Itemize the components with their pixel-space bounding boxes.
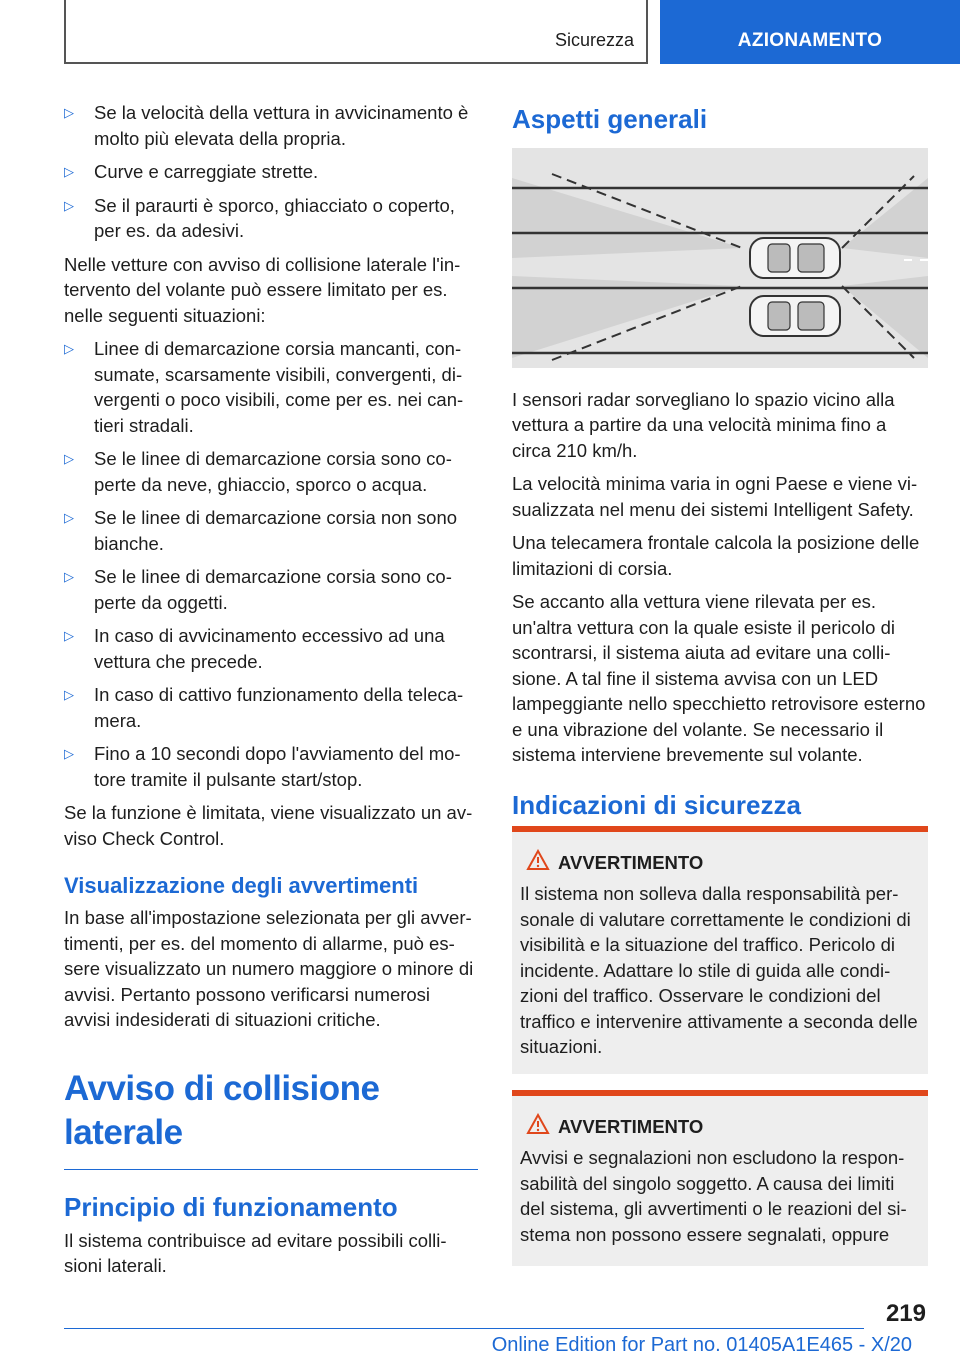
bullet-list-b bbox=[64, 336, 478, 792]
section-heading: Indicazioni di sicurezza bbox=[512, 789, 801, 820]
triangle-bullet-icon: ▷ bbox=[64, 341, 74, 356]
paragraph: In base all'impostazione selezionata per gli avvertimenti, per es. del momento di allarme, può essere visualizzato un numero maggiore o minore di avvisi. Pertanto possono verificarsi numerosi avvisi indesiderati di situazioni critiche. bbox=[64, 907, 474, 1030]
list-item: ▷ Fino a 10 secondi dopo l'avviamento del motore tramite il pulsante start/stop. bbox=[64, 743, 461, 790]
triangle-bullet-icon: ▷ bbox=[64, 687, 74, 702]
triangle-bullet-icon: ▷ bbox=[64, 628, 74, 643]
adjacent-car bbox=[750, 296, 840, 336]
footer-edition: Online Edition for Part no. 01405A1E465 - X/20 bbox=[491, 1334, 912, 1356]
triangle-bullet-icon: ▷ bbox=[64, 451, 74, 466]
warning-header bbox=[520, 850, 920, 876]
list-item: ▷ Se il paraurti è sporco, ghiacciato o coperto, per es. da adesivi. bbox=[64, 194, 455, 241]
warning-box bbox=[512, 1090, 928, 1266]
left-column bbox=[64, 100, 478, 1287]
header-chapter-tab[interactable] bbox=[660, 0, 960, 64]
paragraph: Se la funzione è limitata, viene visualizzato un avviso Check Control. bbox=[64, 802, 473, 849]
list-item: ▷ In caso di cattivo funzionamento della telecamera. bbox=[64, 684, 464, 731]
list-item: ▷ Se le linee di demarcazione corsia non sono bianche. bbox=[64, 507, 458, 554]
list-item: ▷ Se le linee di demarcazione corsia sono coperte da oggetti. bbox=[64, 566, 452, 613]
page-number: 219 bbox=[885, 1300, 926, 1327]
section-heading: Aspetti generali bbox=[512, 104, 708, 134]
triangle-bullet-icon: ▷ bbox=[64, 164, 74, 179]
footer-divider bbox=[64, 1328, 864, 1329]
ego-car bbox=[750, 238, 840, 278]
radar-coverage-illustration bbox=[512, 148, 928, 368]
triangle-bullet-icon: ▷ bbox=[64, 569, 74, 584]
subsection-heading: Visualizzazione degli avvertimenti bbox=[64, 873, 419, 898]
triangle-bullet-icon: ▷ bbox=[64, 746, 74, 761]
warning-title: AVVERTIMENTO bbox=[558, 851, 704, 873]
paragraph: Se accanto alla vettura viene rilevata per es. un'altra vettura con la quale esiste il pericolo di scontrarsi, il sistema aiuta ad evitare una collisione. A tal fine il sistema avvisa con un LED lampeggiante nello specchietto retrovisore esterno e una vibrazione del volante. Se necessario il sistema interviene brevemente sul volante. bbox=[512, 591, 926, 765]
warning-header bbox=[520, 1114, 920, 1140]
paragraph: Una telecamera frontale calcola la posizione delle limitazioni di corsia. bbox=[512, 532, 920, 579]
header-chapter-label: AZIONAMENTO bbox=[737, 30, 883, 51]
warning-triangle-icon bbox=[526, 849, 550, 871]
warning-box bbox=[512, 826, 928, 1074]
warning-triangle-icon bbox=[526, 1113, 550, 1135]
list-item: ▷ Curve e carreggiate strette. bbox=[64, 159, 478, 185]
list-item: ▷ Se la velocità della vettura in avvicinamento è molto più elevata della propria. bbox=[64, 102, 469, 149]
triangle-bullet-icon: ▷ bbox=[64, 510, 74, 525]
triangle-bullet-icon: ▷ bbox=[64, 197, 74, 213]
paragraph: I sensori radar sorvegliano lo spazio vicino alla vettura a partire da una velocità minima fino a circa 210 km/h. bbox=[512, 388, 895, 461]
warning-text: Il sistema non solleva dalla responsabilità personale di valutare correttamente le condizioni di visibilità e la situazione del traffico. Pericolo di incidente. Adattare lo stile di guida alle condizioni del traffico. Osservare le condizioni del traffico e intervenire attivamente a seconda delle situazioni. bbox=[520, 883, 918, 1057]
header-section-title: Sicurezza bbox=[554, 30, 634, 50]
warning-text: Avvisi e segnalazioni non escludono la responsabilità del singolo soggetto. A causa dei limiti del sistema, gli avvertimenti o le reazioni del sistema non possono essere segnalati, oppure bbox=[520, 1147, 907, 1245]
list-item: ▷ Se le linee di demarcazione corsia sono coperte da neve, ghiaccio, sporco o acqua. bbox=[64, 448, 452, 495]
list-item: ▷ Linee di demarcazione corsia mancanti, consumate, scarsamente visibili, convergenti, divergenti o poco visibili, come per es. nei cantieri stradali. bbox=[64, 338, 464, 436]
chapter-heading: Avviso di collisione laterale bbox=[64, 1067, 478, 1170]
header-section-box bbox=[64, 0, 648, 64]
list-item: ▷ In caso di avvicinamento eccessivo ad una vettura che precede. bbox=[64, 625, 445, 672]
warning-title: AVVERTIMENTO bbox=[558, 1115, 704, 1137]
triangle-bullet-icon: ▷ bbox=[64, 105, 74, 120]
bullet-list-a bbox=[64, 100, 478, 244]
paragraph: Il sistema contribuisce ad evitare possibili collisioni laterali. bbox=[64, 1229, 447, 1276]
right-column bbox=[512, 100, 928, 1266]
paragraph: Nelle vetture con avviso di collisione laterale l'intervento del volante può essere limitato per es. nelle seguenti situazioni: bbox=[64, 253, 461, 326]
paragraph: La velocità minima varia in ogni Paese e viene visualizzata nel menu dei sistemi Intelligent Safety. bbox=[512, 473, 918, 520]
section-heading: Principio di funzionamento bbox=[64, 1191, 398, 1222]
